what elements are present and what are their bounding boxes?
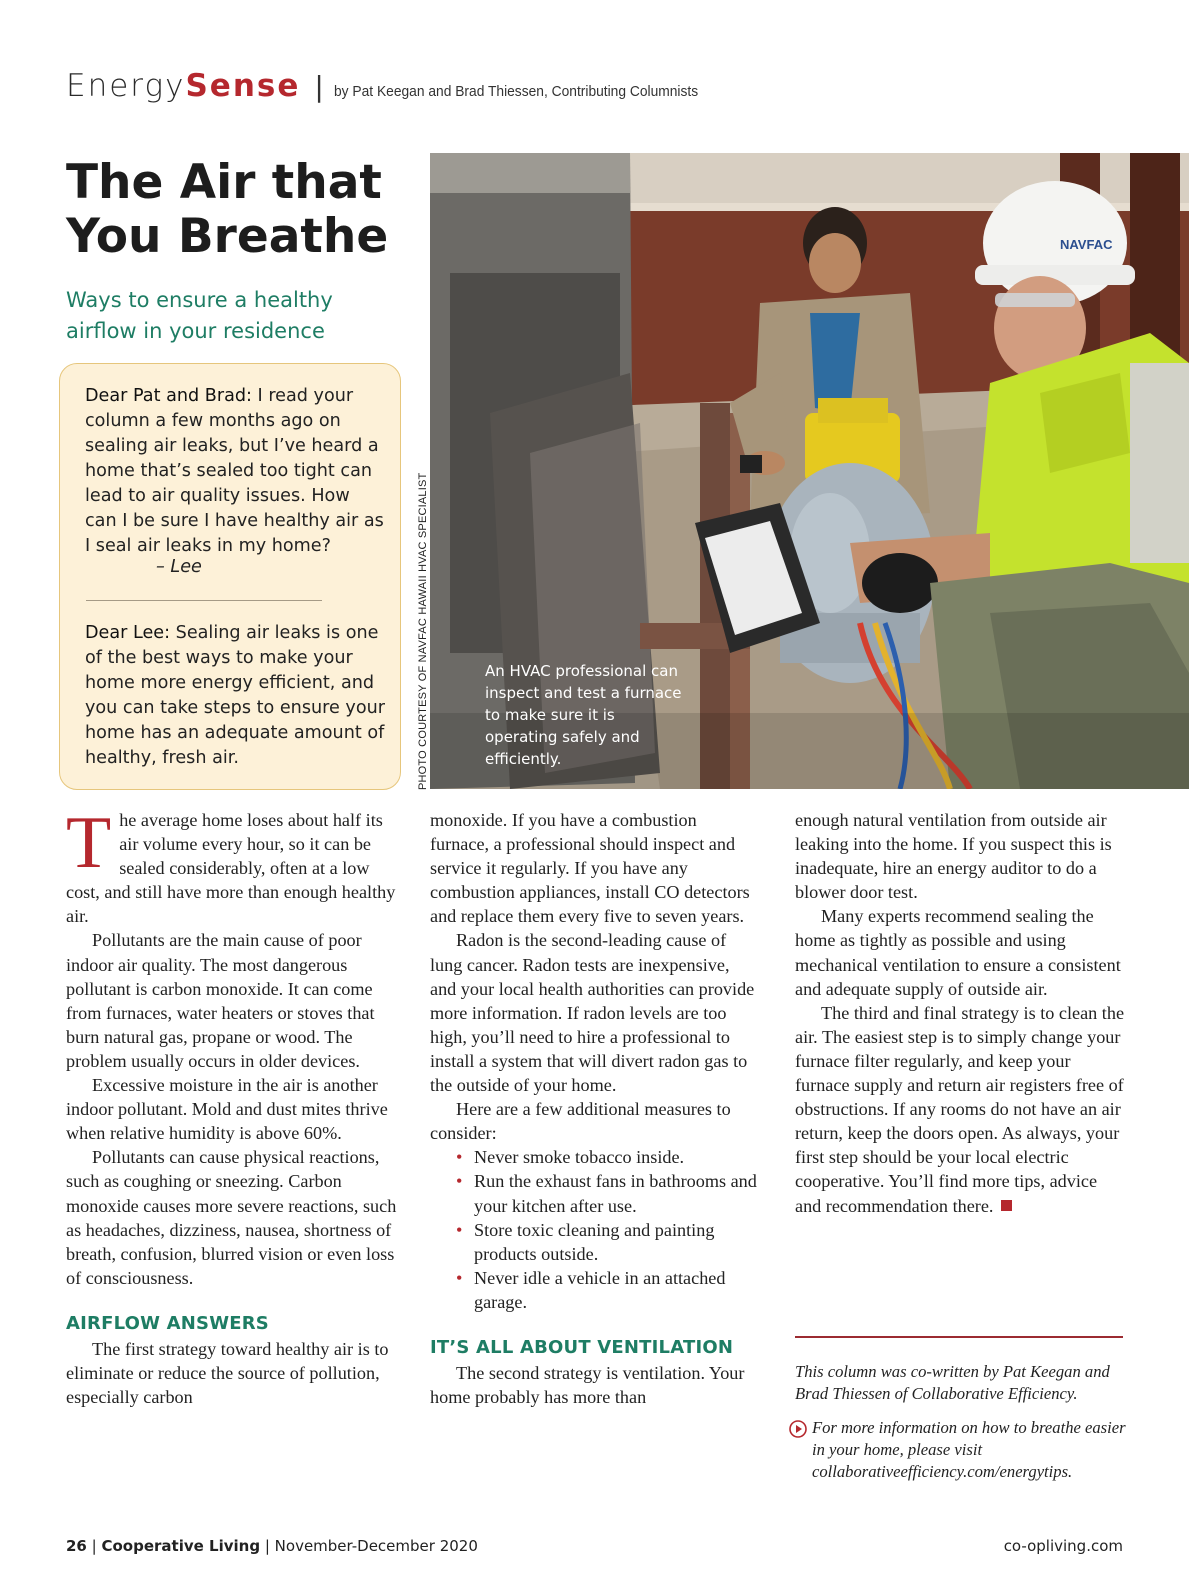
reader-letter-box: [59, 363, 401, 790]
letter-divider: [86, 600, 322, 601]
body-column-3: [795, 808, 1125, 1218]
list-item: • Never smoke tobacco inside.: [456, 1145, 760, 1169]
reader-signature: – Lee: [156, 557, 202, 577]
list-item: • Store toxic cleaning and painting products outside.: [456, 1219, 715, 1264]
body-column-1: [66, 802, 398, 1409]
footer-website: co-opliving.com: [1003, 1537, 1123, 1555]
footer-separator: |: [264, 1537, 275, 1555]
list-item: • Run the exhaust fans in bathrooms and your kitchen after use.: [456, 1171, 757, 1216]
answer-salutation: Dear Lee:: [85, 623, 171, 643]
body-paragraph: Radon is the second-leading cause of lung cancer. Radon tests are inexpensive, and your local health authorities can provide more information. If radon levels are too high, you’ll need to hire a professional to install a system that will divert radon gas to the outside of your home.: [430, 930, 755, 1096]
question-salutation: Dear Pat and Brad:: [85, 386, 252, 406]
page-footer: [66, 1537, 478, 1555]
bullet-icon: •: [456, 1147, 463, 1168]
body-paragraph: Pollutants can cause physical reactions, such as coughing or sneezing. Carbon monoxide causes more severe reactions, such as headaches, dizziness, nausea, shortness of breath, confusion, blurred vision or even loss of consciousness.: [66, 1147, 397, 1288]
byline: by Pat Keegan and Brad Thiessen, Contributing Columnists: [333, 83, 698, 100]
answer-text: Sealing air leaks is one of the best ways to make your home more energy efficient, and you can take steps to ensure your home has an adequate amount of healthy, fresh air.: [85, 623, 385, 768]
helmet-logo-text: NAVFAC: [1060, 237, 1113, 252]
note-divider: [795, 1336, 1123, 1338]
more-info-note: For more information on how to breathe easier in your home, please visit collaborativeefficiency.com/energytips.: [812, 1418, 1126, 1481]
body-paragraph: Here are a few additional measures to consider:: [430, 1099, 731, 1144]
play-arrow-icon: [789, 1420, 807, 1438]
photo-caption: An HVAC professional can inspect and test a furnace to make sure it is operating safely and efficiently.: [485, 662, 682, 768]
body-paragraph: The second strategy is ventilation. Your home probably has more than: [430, 1362, 745, 1408]
body-paragraph: The first strategy toward healthy air is to eliminate or reduce the source of pollution, especially carbon: [66, 1338, 389, 1408]
page-number: 26: [66, 1537, 87, 1555]
bullet-icon: •: [456, 1267, 463, 1288]
body-paragraph: Excessive moisture in the air is another indoor pollutant. Mold and dust mites thrive when relative humidity is above 60%.: [66, 1075, 388, 1144]
reader-question: [85, 384, 385, 559]
section-heading-ventilation: IT’S ALL ABOUT VENTILATION: [430, 1336, 734, 1358]
article-subtitle: Ways to ensure a healthy airflow in your residence: [66, 288, 333, 343]
measures-list: [430, 1145, 760, 1314]
bullet-icon: •: [456, 1219, 463, 1240]
header-separator: |: [314, 70, 324, 103]
drop-cap: T: [66, 802, 112, 884]
columnist-answer: [85, 621, 390, 771]
issue-date: November-December 2020: [274, 1537, 478, 1555]
end-mark-icon: [1001, 1200, 1012, 1211]
photo-credit: PHOTO COURTESY OF NAVFAC HAWAII HVAC SPECIALIST: [417, 472, 429, 790]
bullet-icon: •: [456, 1171, 463, 1192]
body-column-2: [430, 808, 760, 1409]
column-header: [66, 68, 730, 108]
body-paragraph: Many experts recommend sealing the home as tightly as possible and using mechanical ventilation to ensure a consistent and adequate supply of outside air.: [795, 906, 1121, 999]
intro-text: he average home loses about half its air volume every hour, so it can be sealed considerably, often at a low cost, and still have more than enough healthy air.: [66, 810, 396, 927]
brand-energy: Energy: [66, 68, 186, 104]
body-paragraph: Pollutants are the main cause of poor indoor air quality. The most dangerous pollutant is carbon monoxide. It can come from furnaces, water heaters or stoves that burn natural gas, propane or wood. The problem usually occurs in older devices.: [66, 930, 375, 1071]
question-text: I read your column a few months ago on sealing air leaks, but I’ve heard a home that’s sealed too tight can lead to air quality issues. How can I be sure I have healthy air as I seal air leaks in my home?: [85, 386, 384, 556]
cowritten-note: This column was co-written by Pat Keegan and Brad Thiessen of Collaborative Efficiency.: [795, 1362, 1110, 1403]
intro-paragraph: [66, 802, 398, 928]
article-title: The Air that You Breathe: [66, 155, 389, 264]
brand-sense: Sense: [185, 68, 301, 104]
body-paragraph: enough natural ventilation from outside air leaking into the home. If you suspect this is inadequate, hire an energy auditor to do a blower door test.: [795, 810, 1112, 903]
list-item: • Never idle a vehicle in an attached garage.: [456, 1267, 726, 1312]
body-paragraph: monoxide. If you have a combustion furnace, a professional should inspect and service it regularly. If you have any combustion appliances, install CO detectors and replace them every five to seven years.: [430, 810, 750, 927]
section-heading-airflow: AIRFLOW ANSWERS: [66, 1312, 269, 1334]
publication-name: Cooperative Living: [101, 1537, 261, 1555]
footer-separator: |: [91, 1537, 102, 1555]
body-paragraph: The third and final strategy is to clean the air. The easiest step is to simply change your furnace filter regularly, and keep your furnace supply and return air registers free of obstructions. If any rooms do not have an air return, keep the doors open. As always, your first step should be your local electric cooperative. You’ll find more tips, advice and recommendation there.: [795, 1002, 1125, 1216]
